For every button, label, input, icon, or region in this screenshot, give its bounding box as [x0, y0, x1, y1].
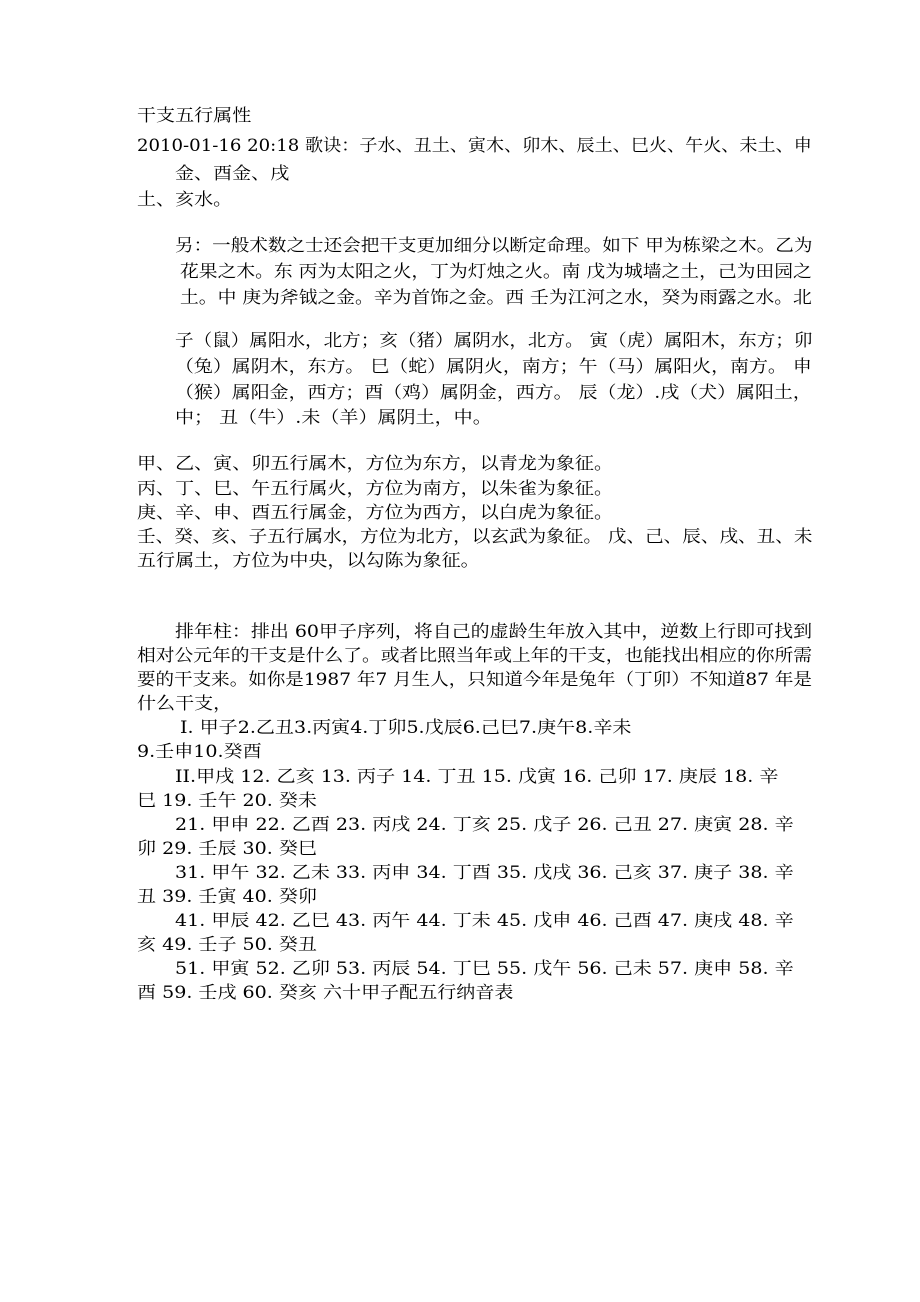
document-title: 干支五行属性: [137, 106, 252, 126]
jiazi-list-line-9: 41. 甲辰 42. 乙巳 43. 丙午 44. 丁未 45. 戊申 46. 己酉 47. 庚戌 48. 辛: [175, 911, 794, 931]
jiazi-list-line-8: 丑 39. 壬寅 40. 癸卯: [137, 887, 317, 907]
verse-line-3: 土、亥水。: [137, 190, 233, 210]
jiazi-list-line-7: 31. 甲午 32. 乙未 33. 丙申 34. 丁酉 35. 戊戌 36. 己亥 37. 庚子 38. 辛: [175, 863, 794, 883]
elements-line-1: 甲、乙、寅、卯五行属木，方位为东方，以青龙为象征。: [137, 454, 613, 474]
verse-line-1: 2010-01-16 20:18 歌诀：子水、丑土、寅木、卯木、辰土、巳火、午火、未土、申: [137, 136, 812, 156]
branches-line-3: （猴）属阳金，西方；酉（鸡）属阴金，西方。 辰（龙）.戌（犬）属阳土，: [175, 383, 812, 403]
jiazi-list-line-6: 卯 29. 壬辰 30. 癸巳: [137, 839, 317, 859]
jiazi-list-line-5: 21. 甲申 22. 乙酉 23. 丙戌 24. 丁亥 25. 戊子 26. 己丑 27. 庚寅 28. 辛: [175, 815, 794, 835]
stems-line-2: 花果之木。东 丙为太阳之火，丁为灯烛之火。南 戊为城墙之土，己为田园之: [180, 262, 812, 282]
stems-line-3: 土。中 庚为斧钺之金。辛为首饰之金。西 壬为江河之水，癸为雨露之水。北: [180, 288, 812, 308]
jiazi-list-line-10: 亥 49. 壬子 50. 癸丑: [137, 935, 317, 955]
year-pillar-line-4: 什么干支，: [137, 694, 233, 714]
branches-line-4: 中； 丑（牛）.未（羊）属阴土，中。: [175, 408, 492, 428]
jiazi-list-line-2: 9.壬申10.癸酉: [137, 742, 262, 762]
jiazi-list-line-1: I. 甲子2.乙丑3.丙寅4.丁卯5.戊辰6.己巳7.庚午8.辛未: [180, 718, 632, 738]
branches-line-1: 子（鼠）属阳水，北方；亥（猪）属阴水，北方。 寅（虎）属阳木，东方；卯: [175, 331, 813, 351]
jiazi-list-line-4: 巳 19. 壬午 20. 癸未: [137, 791, 317, 811]
year-pillar-line-1: 排年柱：排出 60甲子序列，将自己的虚龄生年放入其中，逆数上行即可找到: [175, 622, 813, 642]
jiazi-list-line-12: 酉 59. 壬戌 60. 癸亥 六十甲子配五行纳音表: [137, 983, 514, 1003]
stems-line-1: 另：一般术数之士还会把干支更加细分以断定命理。如下 甲为栋梁之木。乙为: [175, 236, 813, 256]
year-pillar-line-3: 要的干支来。如你是1987 年7 月生人，只知道今年是兔年（丁卯）不知道87 年是: [137, 670, 812, 690]
verse-line-2: 金、酉金、戌: [175, 164, 290, 184]
jiazi-list-line-11: 51. 甲寅 52. 乙卯 53. 丙辰 54. 丁巳 55. 戊午 56. 己未 57. 庚申 58. 辛: [175, 959, 794, 979]
elements-line-4: 壬、癸、亥、子五行属水，方位为北方，以玄武为象征。 戊、己、辰、戌、丑、未: [137, 527, 813, 547]
elements-line-2: 丙、丁、巳、午五行属火，方位为南方，以朱雀为象征。: [137, 479, 613, 499]
jiazi-list-line-3: II.甲戌 12. 乙亥 13. 丙子 14. 丁丑 15. 戊寅 16. 己卯 17. 庚辰 18. 辛: [175, 767, 779, 787]
elements-line-3: 庚、辛、申、酉五行属金，方位为西方，以白虎为象征。: [137, 503, 613, 523]
elements-line-5: 五行属土，方位为中央，以勾陈为象征。: [137, 551, 480, 571]
branches-line-2: （兔）属阴木，东方。 巳（蛇）属阴火，南方；午（马）属阳火，南方。 申: [175, 357, 812, 377]
year-pillar-line-2: 相对公元年的干支是什么了。或者比照当年或上年的干支，也能找出相应的你所需: [137, 646, 812, 666]
